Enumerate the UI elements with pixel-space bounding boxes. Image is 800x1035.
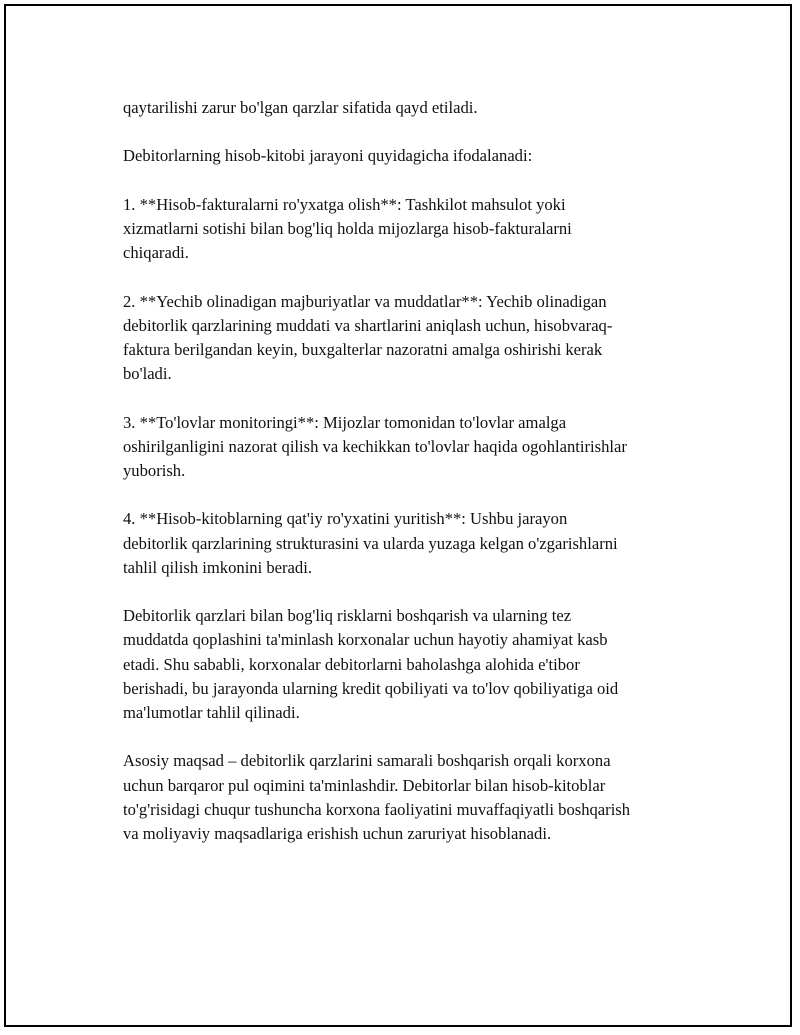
paragraph-4-list-item-2 <box>123 290 693 387</box>
text-line: chiqaradi. <box>123 243 189 263</box>
text-line: uchun barqaror pul oqimini ta'minlashdir. Debitorlar bilan hisob-kitoblar <box>123 775 606 795</box>
text-line: qaytarilishi zarur bo'lgan qarzlar sifatida qayd etiladi. <box>123 98 478 117</box>
text-line: debitorlik qarzlarining muddati va shartlarini aniqlash uchun, hisobvaraq- <box>123 315 613 335</box>
text-line: muddatda qoplashini ta'minlash korxonalar uchun hayotiy ahamiyat kasb <box>123 630 608 650</box>
text-line: yuborish. <box>123 460 186 480</box>
page-frame <box>4 4 792 1027</box>
text-line: bo'ladi. <box>123 364 172 384</box>
text-line: 4. **Hisob-kitoblarning qat'iy ro'yxatini yuritish**: Ushbu jarayon <box>123 509 568 529</box>
text-line: oshirilganligini nazorat qilish va kechikkan to'lovlar haqida ogohlantirishlar <box>123 436 627 456</box>
document-body <box>123 96 693 870</box>
text-line: etadi. Shu sababli, korxonalar debitorlarni baholashga alohida e'tibor <box>123 654 580 674</box>
text-line: tahlil qilish imkonini beradi. <box>123 557 312 577</box>
text-line: 2. **Yechib olinadigan majburiyatlar va muddatlar**: Yechib olinadigan <box>123 291 607 311</box>
paragraph-2 <box>123 144 693 168</box>
text-line: xizmatlarni sotishi bilan bog'liq holda mijozlarga hisob-fakturalarni <box>123 218 572 238</box>
text-line: debitorlik qarzlarining strukturasini va ularda yuzaga kelgan o'zgarishlarni <box>123 533 618 553</box>
text-line: faktura berilgandan keyin, buxgalterlar nazoratni amalga oshirishi kerak <box>123 339 603 359</box>
paragraph-5-list-item-3 <box>123 411 693 484</box>
text-line: Debitorlarning hisob-kitobi jarayoni quyidagicha ifodalanadi: <box>123 146 533 166</box>
paragraph-3-list-item-1 <box>123 193 693 266</box>
paragraph-7 <box>123 604 693 725</box>
text-line: 3. **To'lovlar monitoringi**: Mijozlar tomonidan to'lovlar amalga <box>123 412 567 432</box>
text-line: Debitorlik qarzlari bilan bog'liq risklarni boshqarish va ularning tez <box>123 606 572 626</box>
text-line: 1. **Hisob-fakturalarni ro'yxatga olish**: Tashkilot mahsulot yoki <box>123 194 566 214</box>
text-line: va moliyaviy maqsadlariga erishish uchun zaruriyat hisoblanadi. <box>123 823 552 843</box>
text-line: to'g'risidagi chuqur tushuncha korxona faoliyatini muvaffaqiyatli boshqarish <box>123 799 631 819</box>
text-line: ma'lumotlar tahlil qilinadi. <box>123 702 300 722</box>
paragraph-8 <box>123 749 693 846</box>
text-line: berishadi, bu jarayonda ularning kredit qobiliyati va to'lov qobiliyatiga oid <box>123 678 619 698</box>
text-line: Asosiy maqsad – debitorlik qarzlarini samarali boshqarish orqali korxona <box>123 751 611 771</box>
paragraph-6-list-item-4 <box>123 507 693 580</box>
paragraph-1 <box>123 96 693 120</box>
